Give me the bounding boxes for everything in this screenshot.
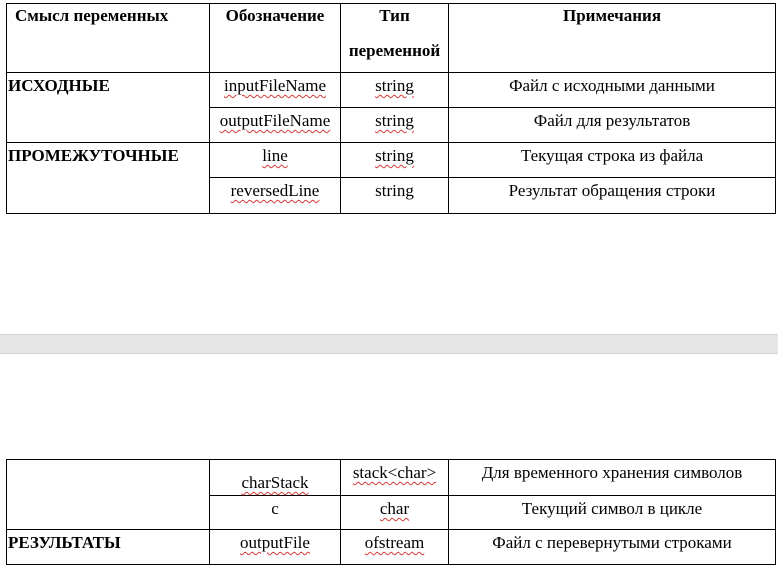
var-name <box>210 178 341 214</box>
var-name <box>210 108 341 143</box>
variables-table <box>6 3 776 214</box>
group-results: РЕЗУЛЬТАТЫ <box>7 530 210 565</box>
group-continued <box>7 460 210 530</box>
table-row <box>7 143 776 178</box>
variables-table-continued <box>6 459 776 565</box>
var-name-text: reversedLine <box>230 181 320 200</box>
var-type-text: string <box>375 111 414 130</box>
header-meaning: Смысл переменных <box>7 4 210 73</box>
var-note: Текущий символ в цикле <box>449 496 776 530</box>
var-type <box>341 73 449 108</box>
var-name <box>210 530 341 565</box>
var-type-text: string <box>375 76 414 95</box>
var-type: string <box>341 178 449 214</box>
var-name <box>210 460 341 496</box>
group-intermediate: ПРОМЕЖУТОЧНЫЕ <box>7 143 210 214</box>
table-row <box>7 73 776 108</box>
table-row <box>7 530 776 565</box>
document-page-2 <box>0 354 778 572</box>
var-note: Файл с перевернутыми строками <box>449 530 776 565</box>
var-name <box>210 73 341 108</box>
page-break <box>0 334 778 354</box>
var-name-text: inputFileName <box>224 76 326 95</box>
header-designation: Обозначение <box>210 4 341 73</box>
header-type-line1: Тип <box>379 6 410 25</box>
table-header-row <box>7 4 776 73</box>
header-notes: Примечания <box>449 4 776 73</box>
var-note: Для временного хранения символов <box>449 460 776 496</box>
var-note: Файл для результатов <box>449 108 776 143</box>
header-type <box>341 4 449 73</box>
group-inputs: ИСХОДНЫЕ <box>7 73 210 143</box>
var-name-text: line <box>262 146 288 165</box>
var-name-text: charStack <box>241 473 309 492</box>
var-note: Файл с исходными данными <box>449 73 776 108</box>
var-note: Текущая строка из файла <box>449 143 776 178</box>
var-type-text: char <box>379 499 410 518</box>
var-type <box>341 108 449 143</box>
var-name-text: outputFile <box>240 533 310 552</box>
var-type-text: string <box>375 146 414 165</box>
var-note: Результат обращения строки <box>449 178 776 214</box>
var-type <box>341 143 449 178</box>
table-row <box>7 460 776 496</box>
var-type-text: ofstream <box>364 533 425 552</box>
var-type <box>341 460 449 496</box>
var-type <box>341 530 449 565</box>
var-name <box>210 143 341 178</box>
var-name-text: outputFileName <box>219 111 331 130</box>
var-type-text: stack<char> <box>352 463 437 482</box>
header-type-line2: переменной <box>348 41 441 60</box>
var-name: c <box>210 496 341 530</box>
var-type <box>341 496 449 530</box>
